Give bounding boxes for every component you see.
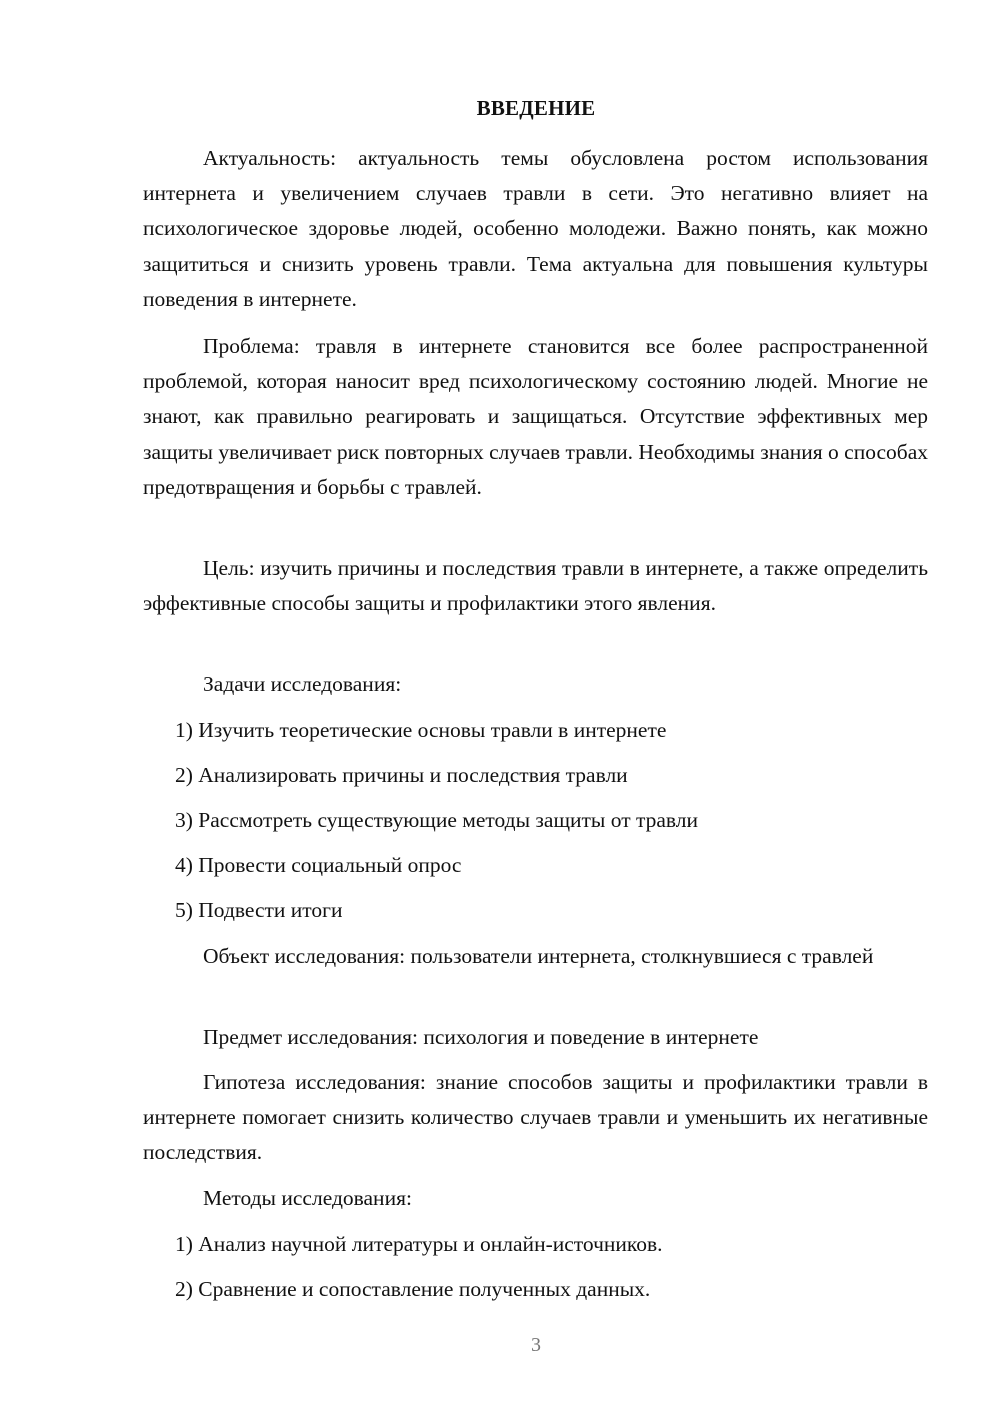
paragraph-hypothesis: Гипотеза исследования: знание способов защиты и профилактики травли в интернете помогает снизить количество случаев травли и уменьшить их негативные последствия. <box>143 1070 928 1165</box>
tasks-title: Задачи исследования: <box>203 672 402 696</box>
page-number: 3 <box>531 1334 541 1356</box>
task-item: 5) Подвести итоги <box>175 898 343 922</box>
paragraph-object: Объект исследования: пользователи интернета, столкнувшиеся с травлей <box>203 944 874 968</box>
task-item: 2) Анализировать причины и последствия травли <box>175 763 628 787</box>
paragraph-relevance: Актуальность: актуальность темы обусловлена ростом использования интернета и увеличением случаев травли в сети. Это негативно влияет на психологическое здоровье людей, особенно молодежи. Важно понять, как можно защититься и снизить уровень травли. Тема актуальна для повышения культуры поведения в интернете. <box>143 146 928 311</box>
page-title: ВВЕДЕНИЕ <box>476 96 596 120</box>
paragraph-problem: Проблема: травля в интернете становится все более распространенной проблемой, которая наносит вред психологическому состоянию людей. Многие не знают, как правильно реагировать и защищаться. Отсутствие эффективных мер защиты увеличивает риск повторных случаев травли. Необходимы знания о способах предотвращения и борьбы с травлей. <box>143 334 929 499</box>
paragraph-goal: Цель: изучить причины и последствия травли в интернете, а также определить эффективные способы защиты и профилактики этого явления. <box>143 556 928 616</box>
methods-title: Методы исследования: <box>203 1186 412 1210</box>
paragraph-subject: Предмет исследования: психология и поведение в интернете <box>203 1025 759 1049</box>
task-item: 3) Рассмотреть существующие методы защиты от травли <box>175 808 699 832</box>
task-item: 4) Провести социальный опрос <box>175 853 462 877</box>
method-item: 1) Анализ научной литературы и онлайн-источников. <box>175 1232 663 1256</box>
task-item: 1) Изучить теоретические основы травли в интернете <box>175 718 667 742</box>
method-item: 2) Сравнение и сопоставление полученных данных. <box>175 1277 651 1301</box>
